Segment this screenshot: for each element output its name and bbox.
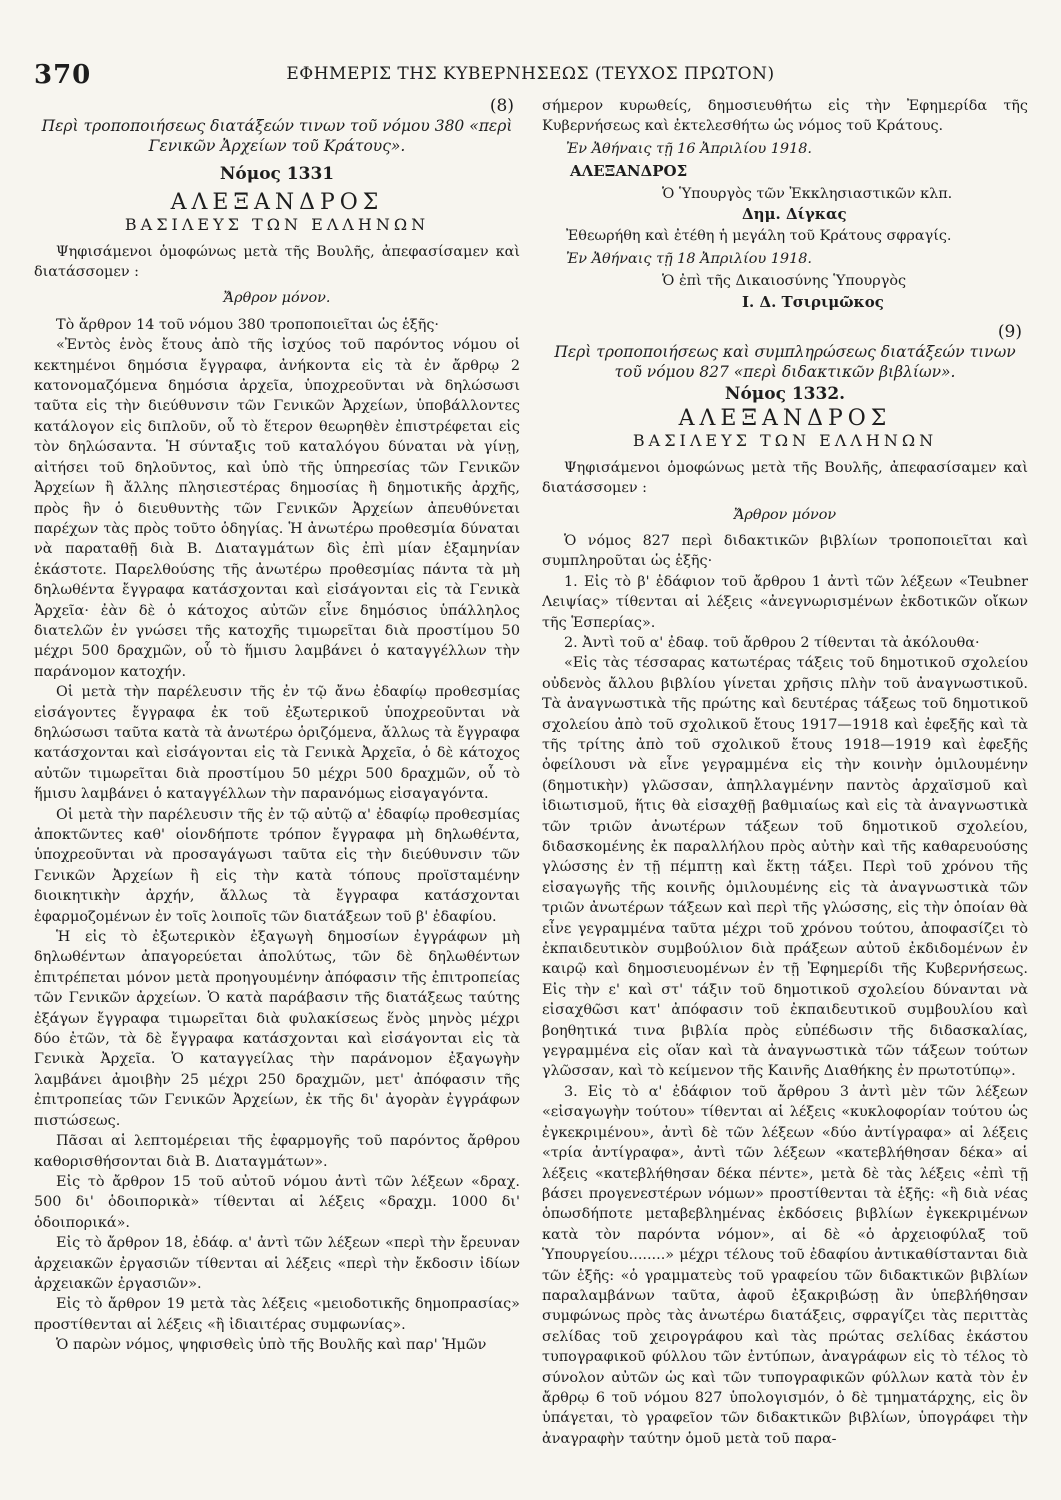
enacting-clause: Ψηφισάμενοι ὁμοφώνως μετὰ τῆς Βουλῆς, ἀπεφασίσαμεν καὶ διατάσσομεν :	[34, 243, 520, 281]
minister-name: Δημ. Δίγκας	[742, 205, 847, 224]
enacting-clause: Ψηφισάμενοι ὁμοφώνως μετὰ τῆς Βουλῆς, ἀπεφασίσαμεν καὶ διατάσσομεν :	[542, 459, 1028, 497]
paragraph: Οἱ μετὰ τὴν παρέλευσιν τῆς ἐν τῷ αὐτῷ α' ἐδαφίῳ προθεσμίας ἀποκτῶντες καθ' οἱονδήποτε τρόπον ἔγγραφα μὴ δηλωθέντα, ὑποχρεοῦνται νὰ προσαγάγωσι ταῦτα εἰς τὴν διεύθυνσιν τῶν Γενικῶν Ἀρχείων ἢ εἰς τὴν κατὰ τόπους προϊσταμένην διοικητικὴν ἀρχήν, ἄλλως τὰ ἔγγραφα κατάσχονται ἐφαρμοζομένων ἐν τοῖς λοιποῖς τῶν διατάξεων τοῦ β' ἐδαφίου.	[34, 806, 520, 925]
seal-statement: Ἐθεωρήθη καὶ ἐτέθη ἡ μεγάλη τοῦ Κράτους σφραγίς.	[566, 228, 952, 245]
paragraph: 1. Εἰς τὸ β' ἐδάφιον τοῦ ἄρθρου 1 ἀντὶ τῶν λέξεων «Teubner Λειψίας» τίθενται αἱ λέξεις «ἀνεγνωρισμένων ἐκδοτικῶν οἴκων τῆς Ἑσπερίας».	[542, 573, 1028, 631]
article-title: Ἄρθρον μόνον.	[223, 290, 331, 307]
page-number: 370	[34, 60, 92, 90]
king-signature: ΑΛΕΞΑΝΔΡΟΣ	[570, 162, 688, 181]
paragraph: «Εἰς τὰς τέσσαρας κατωτέρας τάξεις τοῦ δημοτικοῦ σχολείου οὐδενὸς ἄλλου βιβλίου γίνεται χρῆσις πλὴν τοῦ ἀναγνωστικοῦ. Τὰ ἀναγνωστικὰ τῆς πρώτης καὶ δευτέρας τάξεως τοῦ δημοτικοῦ σχολείου ἀπὸ τοῦ σχολικοῦ ἔτους 1917—1918 καὶ ἐφεξῆς καὶ τὰ τῆς τρίτης ἀπὸ τοῦ σχολικοῦ ἔτους 1918—1919 καὶ ἐφεξῆς ὀφείλουσι νὰ εἶνε γεγραμμένα εἰς τὴν κοινὴν ὁμιλουμένην (δημοτικὴν) γλῶσσαν, ἀπηλλαγμένην παντὸς ἀρχαϊσμοῦ καὶ ἰδιωτισμοῦ, ἥτις θὰ εἰσαχθῇ βαθμιαίως καὶ εἰς τὰ ἀναγνωστικὰ τῶν τριῶν ἀνωτέρων τάξεων τοῦ δημοτικοῦ σχολείου, διδασκομένης ἐκ παραλλήλου πρὸς αὐτὴν καὶ τῆς καθαρευούσης γλώσσης ἐν τῇ πέμπτῃ καὶ ἕκτῃ τάξει. Περὶ τοῦ χρόνου τῆς εἰσαγωγῆς τῆς κοινῆς ὁμιλουμένης εἰς τὰ ἀναγνωστικὰ τῶν τριῶν ἀνωτέρων τάξεων καὶ περὶ τῆς γλώσσης, εἰς τὴν ὁποίαν θὰ εἶνε γεγραμμένα ταῦτα μέχρι τοῦ χρόνου τούτου, ἀποφασίζει τὸ ἐκπαιδευτικὸν συμβούλιον διὰ πράξεων αὐτοῦ ἐκδιδομένων ἐν καιρῷ καὶ δημοσιευομένων ἐν τῇ Ἐφημερίδι τῆς Κυβερνήσεως. Εἰς τὴν ε' καὶ στ' τάξιν τοῦ δημοτικοῦ σχολείου δύνανται νὰ εἰσαχθῶσι κατ' ἀπόφασιν τοῦ ἐκπαιδευτικοῦ συμβουλίου καὶ βοηθητικά τινα βιβλία πρὸς εὐπέδωσιν τῆς διδασκαλίας, γεγραμμένα εἰς οἵαν καὶ τὰ ἀναγνωστικὰ τῶν τάξεων τούτων γλῶσσαν, καὶ τὸ κείμενον τῆς Καινῆς Διαθήκης ἐν πρωτοτύπῳ».	[542, 655, 1028, 1080]
justice-minister-name: Ι. Δ. Τσιριμῶκος	[742, 292, 884, 311]
paragraph: Εἰς τὸ ἄρθρον 18, ἐδάφ. α' ἀντὶ τῶν λέξεων «περὶ τὴν ἔρευναν ἀρχειακῶν ἐργασιῶν τίθενται αἱ λέξεις «περὶ τὴν ἔκδοσιν ἰδίων ἀρχειακῶν ἐργασιῶν».	[34, 1235, 520, 1292]
paragraph: 2. Ἀντὶ τοῦ α' ἐδαφ. τοῦ ἄρθρου 2 τίθενται τὰ ἀκόλουθα·	[564, 634, 980, 651]
article-title: Ἄρθρον μόνον	[733, 506, 837, 523]
right-column	[542, 96, 1028, 1491]
paragraph: Οἱ μετὰ τὴν παρέλευσιν τῆς ἐν τῷ ἄνω ἐδαφίῳ προθεσμίας εἰσάγοντες ἔγγραφα ἐκ τοῦ ἐξωτερικοῦ ὑποχρεοῦνται νὰ δηλώσωσι ταῦτα κατὰ τὰ ἀνωτέρω ὁριζόμενα, ἄλλως τὰ ἔγγραφα κατάσχονται καὶ εἰσάγονται εἰς τὰ Γενικὰ Ἀρχεῖα, ὁ δὲ κάτοχος αὐτῶν τιμωρεῖται διὰ προστίμου 50 μέχρι 500 δραχμῶν, οὗ τὸ ἥμισυ λαμβάνει ὁ καταγγέλλων τὴν παρανόμως εἰσαγαγόντα.	[34, 684, 520, 803]
law-number: Νόμος 1332.	[724, 384, 846, 405]
paragraph-continuation: σήμερον κυρωθείς, δημοσιευθήτω εἰς τὴν Ἐφημερίδα τῆς Κυβερνήσεως καὶ ἐκτελεσθήτω ὡς νόμος τοῦ Κράτους.	[542, 98, 1028, 135]
paragraph: Πᾶσαι αἱ λεπτομέρειαι τῆς ἐφαρμογῆς τοῦ παρόντος ἄρθρου καθορισθήσονται διὰ Β. Διαταγμάτων».	[34, 1133, 520, 1170]
law-sequence-number: (8)	[489, 96, 514, 116]
king-name: ΑΛΕΞΑΝΔΡΟΣ	[678, 405, 892, 431]
paragraph: «Ἐντὸς ἑνὸς ἔτους ἀπὸ τῆς ἰσχύος τοῦ παρόντος νόμου οἱ κεκτημένοι δημόσια ἔγγραφα, ἀνήκοντα εἰς τὰ ἐν ἄρθρῳ 2 κατονομαζόμενα δημόσια ἀρχεῖα, ὑποχρεοῦνται νὰ δηλώσωσι ταῦτα εἰς τὴν διεύθυνσιν τῶν Γενικῶν Ἀρχείων, ὑποβάλλοντες κατάλογον εἰς διπλοῦν, οὗ τὸ ἕτερον θεωρηθὲν ἐπιστρέφεται εἰς τὸν δηλώσαντα. Ἡ σύνταξις τοῦ καταλόγου δύναται νὰ γίνῃ, αἰτήσει τοῦ δηλοῦντος, καὶ ὑπὸ τῆς ὑπηρεσίας τῶν Γενικῶν Ἀρχείων ἢ ἄλλης πλησιεστέρας δημοσίας ἢ δημοτικῆς ἀρχῆς, πρὸς ἣν ὁ διευθυντὴς τῶν Γενικῶν Ἀρχείων ἀπευθύνεται παρέχων τὰς πρὸς τοῦτο ὁδηγίας. Ἡ ἀνωτέρω προθεσμία δύναται νὰ παραταθῇ διὰ Β. Διαταγμάτων δὶς ἐπὶ μίαν ἑξαμηνίαν ἑκάστοτε. Παρελθούσης τῆς ἀνωτέρω προθεσμίας πάντα τὰ μὴ δηλωθέντα ἔγγραφα κατάσχονται καὶ εἰσάγονται εἰς τὰ Γενικὰ Ἀρχεῖα· ἐὰν δὲ ὁ κάτοχος αὐτῶν εἶνε δημόσιος ὑπάλληλος διατελῶν ἐν γνώσει τῆς κατοχῆς τιμωρεῖται διὰ προστίμου 50 μέχρι 500 δραχμῶν, οὗ τὸ ἥμισυ λαμβάνει ὁ καταγγέλλων τὴν παράνομον κατοχήν.	[34, 337, 520, 680]
page-columns	[34, 96, 1028, 1491]
paragraph: 3. Εἰς τὸ α' ἐδάφιον τοῦ ἄρθρου 3 ἀντὶ μὲν τῶν λέξεων «εἰσαγωγὴν τούτου» τίθενται αἱ λέξεις «κυκλοφορίαν τούτου ὡς ἐγκεκριμένου», ἀντὶ δὲ τῶν λέξεων «δύο ἀντίγραφα» αἱ λέξεις «τρία ἀντίγραφα», ἀντὶ τῶν λέξεων «κατεβλήθησαν δέκα» αἱ λέξεις «κατεβλήθησαν δέκα πέντε», μετὰ δὲ τὰς λέξεις «ἐπὶ τῇ βάσει προγενεστέρων νόμων» προστίθενται τὰ ἑξῆς: «ἢ διὰ νέας ὁπωσδήποτε μεταβεβλημένας ἐκδόσεις βιβλίων ἐγκεκριμένων κατὰ τὸν παρόντα νόμον», αἱ δὲ «ὁ ἀρχειοφύλαξ τοῦ Ὑπουργείου........» μέχρι τέλους τοῦ ἐδαφίου ἀντικαθίστανται διὰ τῶν ἑξῆς: «ὁ γραμματεὺς τοῦ γραφείου τῶν διδακτικῶν βιβλίων παραλαμβάνων ταῦτα, ἀφοῦ ἐξακριβώσῃ ἂν ὑπεβλήθησαν συμφώνως πρὸς τὰς ἀνωτέρω διατάξεις, σφραγίζει τὰς περιττὰς σελίδας τοῦ χειρογράφου καὶ τὰς πρώτας σελίδας ἑκάστου τυπογραφικοῦ φύλλου τῶν ἐντύπων, ἀναγράφων εἰς τὸ τέλος τὸ σύνολον αὐτῶν ὡς καὶ τῶν τυπογραφικῶν φύλλων κατὰ τὸν ἐν ἄρθρῳ 6 τοῦ νόμου 827 ὑπολογισμόν, ὁ δὲ τμηματάρχης, εἰς ὃν ὑπάγεται, τὸ γραφεῖον τῶν διδακτικῶν βιβλίων, ὑπογράφει τὴν ἀναγραφὴν ταύτην ὁμοῦ μετὰ τοῦ παρα-	[542, 1083, 1028, 1447]
paragraph: Εἰς τὸ ἄρθρον 15 τοῦ αὐτοῦ νόμου ἀντὶ τῶν λέξεων «δραχ. 500 δι' ὁδοιπορικὰ» τίθενται αἱ λέξεις «δραχμ. 1000 δι' ὁδοιπορικά».	[34, 1173, 520, 1231]
seal-date: Ἐν Ἀθήναις τῇ 18 Ἀπριλίου 1918.	[566, 250, 812, 267]
king-name: ΑΛΕΞΑΝΔΡΟΣ	[170, 189, 384, 215]
king-title: ΒΑΣΙΛΕΥΣ ΤΩΝ ΕΛΛΗΝΩΝ	[124, 215, 430, 235]
law-subject: Περὶ τροποποιήσεως διατάξεών τινων τοῦ νόμου 380 «περὶ Γενικῶν Ἀρχείων τοῦ Κράτους».	[41, 117, 513, 156]
law-subject: Περὶ τροποποιήσεως καὶ συμπληρώσεως διατάξεών τινων τοῦ νόμου 827 «περὶ διδακτικῶν βιβλίων».	[554, 343, 1016, 382]
king-title: ΒΑΣΙΛΕΥΣ ΤΩΝ ΕΛΛΗΝΩΝ	[632, 431, 938, 451]
left-column	[34, 96, 520, 1491]
running-head: ΕΦΗΜΕΡΙΣ ΤΗΣ ΚΥΒΕΡΝΗΣΕΩΣ (ΤΕΥΧΟΣ ΠΡΩΤΟΝ)	[286, 64, 775, 84]
paragraph: Ἡ εἰς τὸ ἐξωτερικὸν ἐξαγωγὴ δημοσίων ἐγγράφων μὴ δηλωθέντων ἀπαγορεύεται ἀπολύτως, τῶν δὲ δηλωθέντων ἐπιτρέπεται μόνον μετὰ προηγουμένην ἀπόφασιν τῆς ἐπιτροπείας τῶν Γενικῶν ἀρχείων. Ὁ κατὰ παράβασιν τῆς διατάξεως ταύτης ἐξάγων ἔγγραφα τιμωρεῖται διὰ φυλακίσεως ἕνὸς μηνὸς μέχρι δύο ἐτῶν, τὰ δὲ ἔγγραφα κατάσχονται καὶ εἰσάγονται εἰς τὰ Γενικὰ Ἀρχεῖα. Ὁ καταγγείλας τὴν παράνομον ἐξαγωγὴν λαμβάνει ἀμοιβὴν 25 μέχρι 250 δραχμῶν, μετ' ἀπόφασιν τῆς ἐπιτροπείας τῶν Γενικῶν Ἀρχείων, ἐκ τῆς δι' ἀγορὰν ἐγγράφων πιστώσεως.	[34, 929, 520, 1129]
law-number: Νόμος 1331	[219, 164, 335, 185]
law-sequence-number: (9)	[997, 322, 1022, 343]
paragraph: Ὁ νόμος 827 περὶ διδακτικῶν βιβλίων τροποποιεῖται καὶ συμπληροῦται ὡς ἑξῆς·	[542, 532, 1028, 570]
minister-role: Ὁ Ὑπουργὸς τῶν Ἐκκλησιαστικῶν κλπ.	[662, 185, 953, 202]
signature-date: Ἐν Ἀθήναις τῇ 16 Ἀπριλίου 1918.	[566, 140, 812, 157]
paragraph: Τὸ ἄρθρον 14 τοῦ νόμου 380 τροποποιεῖται ὡς ἑξῆς·	[56, 316, 439, 333]
paragraph: Ὁ παρὼν νόμος, ψηφισθεὶς ὑπὸ τῆς Βουλῆς καὶ παρ' Ἡμῶν	[56, 1337, 487, 1354]
justice-minister-role: Ὁ ἐπὶ τῆς Δικαιοσύνης Ὑπουργὸς	[662, 273, 907, 290]
paragraph: Εἰς τὸ ἄρθρον 19 μετὰ τὰς λέξεις «μειοδοτικῆς δημοπρασίας» προστίθενται αἱ λέξεις «ἢ ἰδιαιτέρας συμφωνίας».	[34, 1296, 520, 1333]
